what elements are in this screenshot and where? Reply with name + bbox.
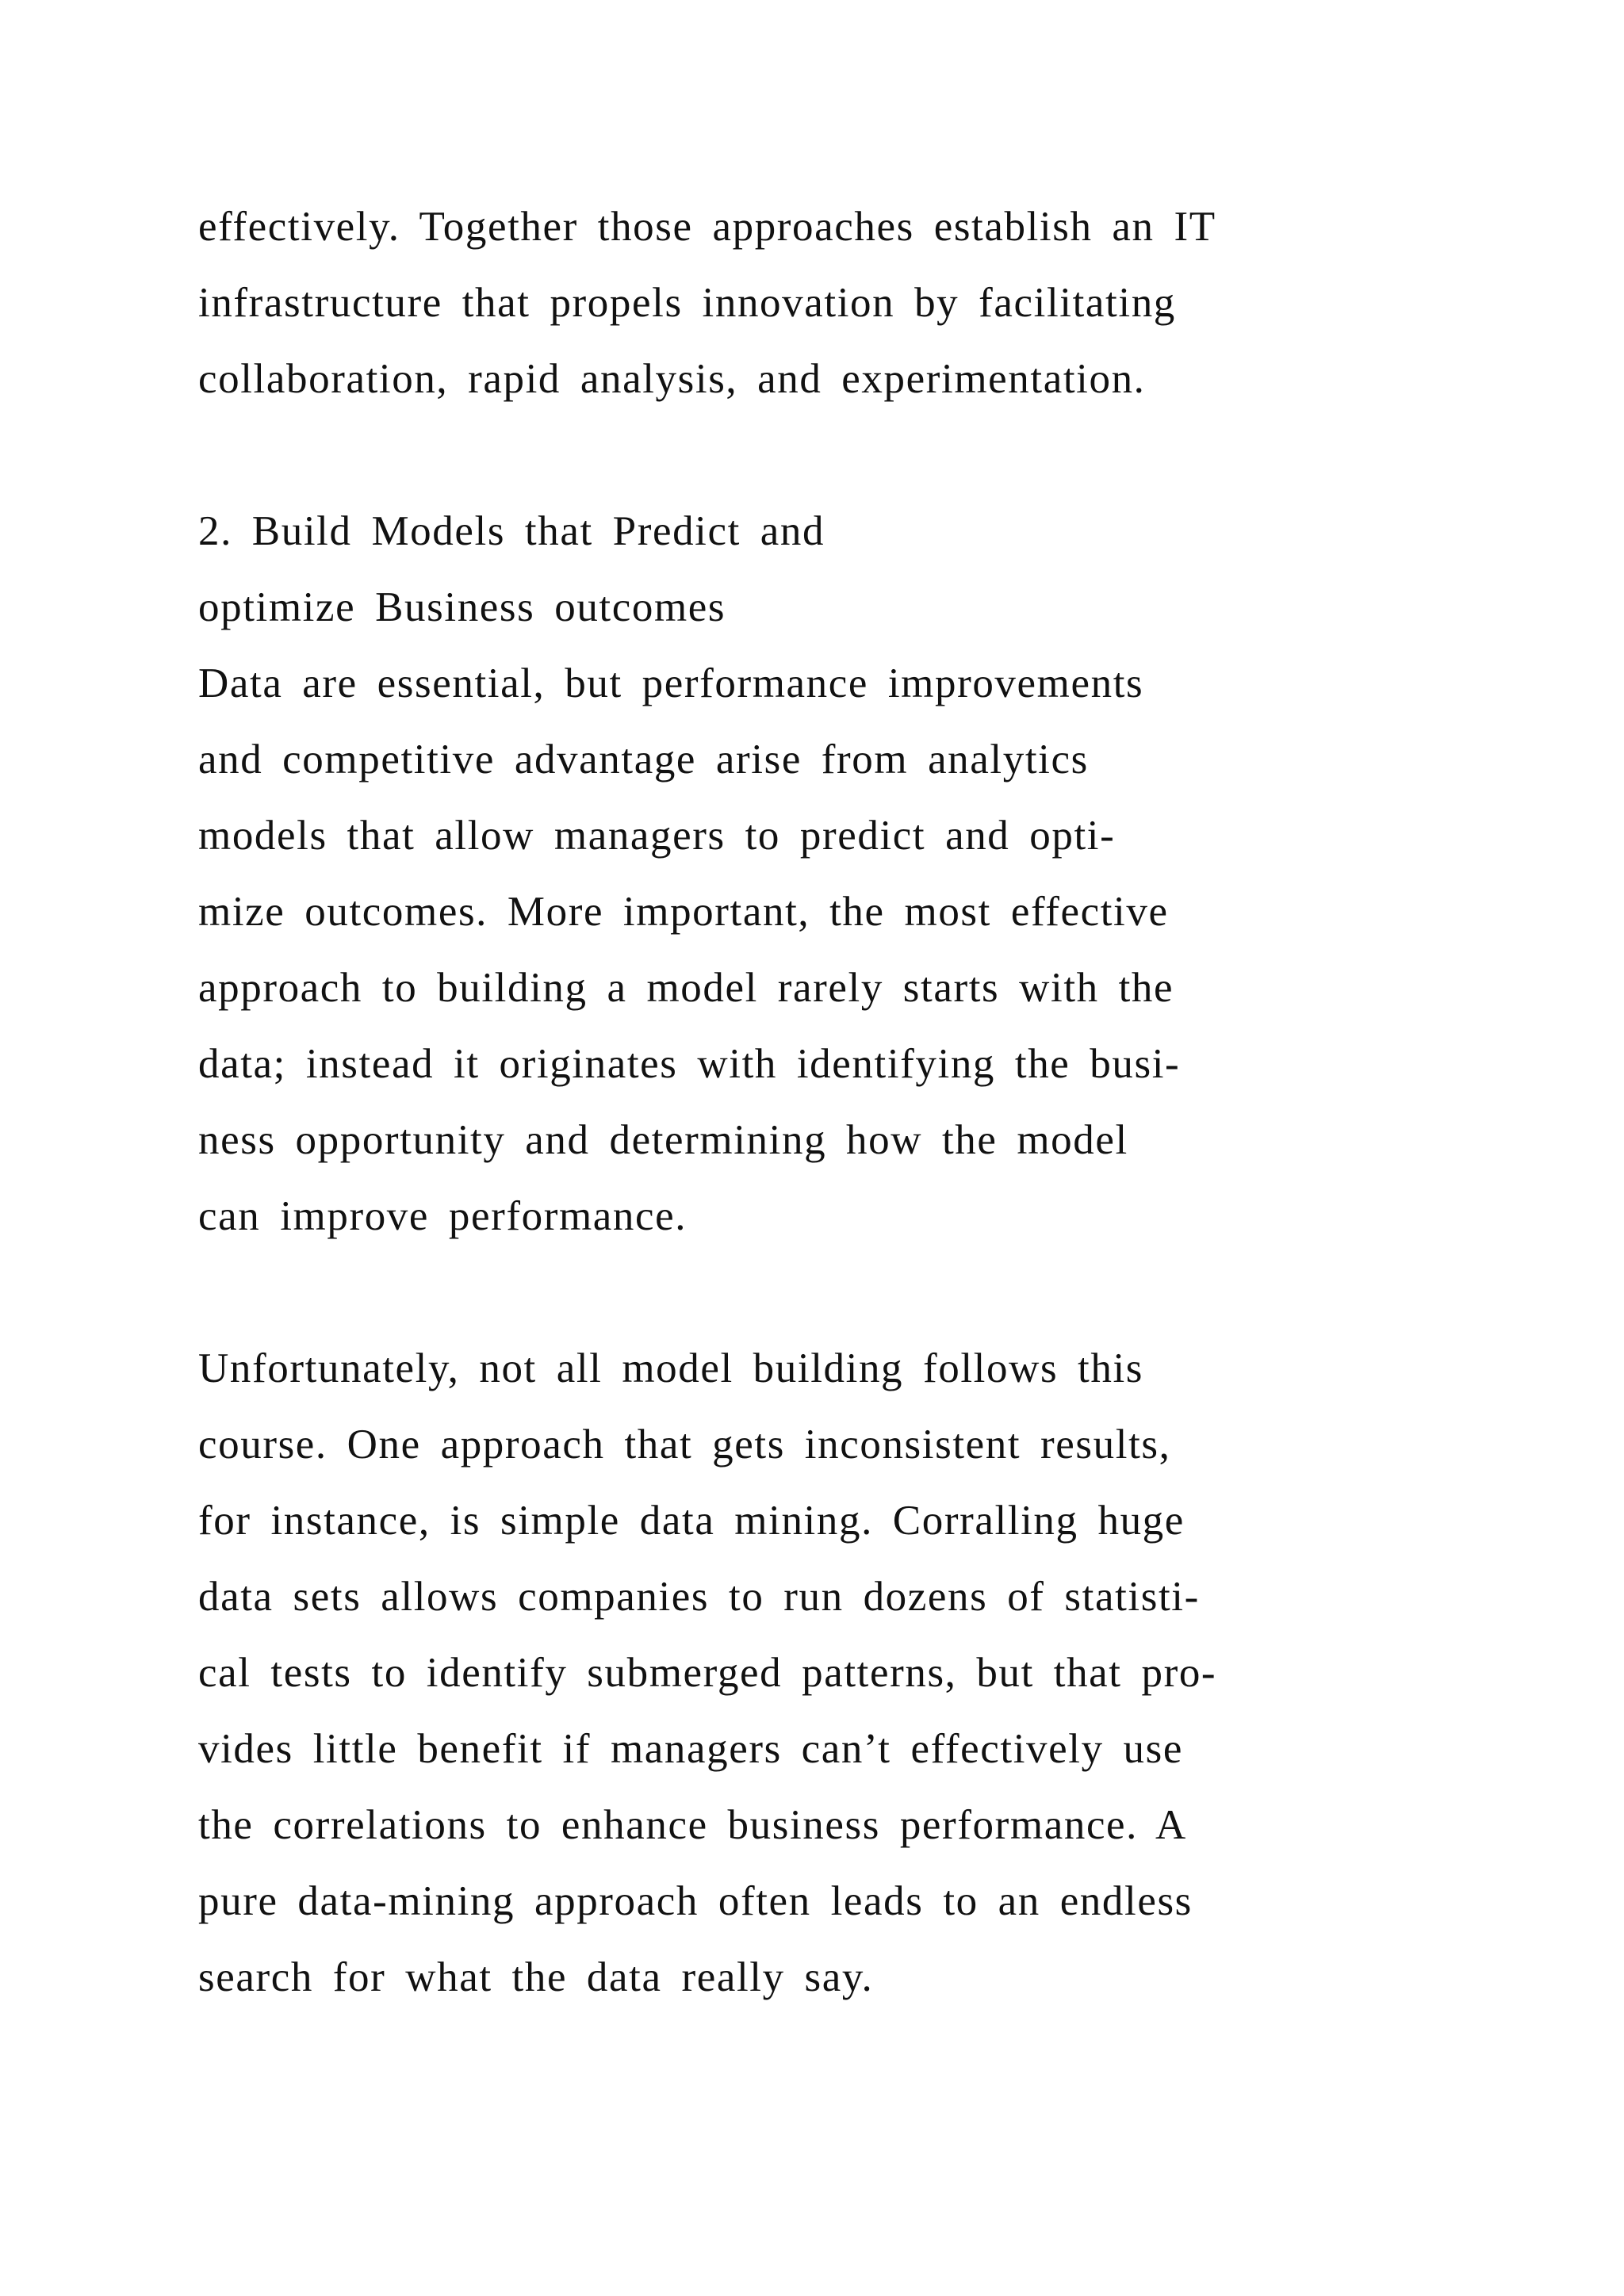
paragraph-intro <box>198 189 1507 417</box>
text-line: infrastructure that propels innovation by facilitating <box>198 280 1176 326</box>
text-line: approach to building a model rarely starts with the <box>198 965 1174 1011</box>
text-line: mize outcomes. More important, the most effective <box>198 889 1169 935</box>
text-line: the correlations to enhance business performance. A <box>198 1802 1187 1848</box>
paragraph-gap <box>198 417 1507 493</box>
section-heading-line: 2. Build Models that Predict and <box>198 508 825 554</box>
text-line: vides little benefit if managers can’t effectively use <box>198 1726 1183 1772</box>
paragraph-section-2 <box>198 493 1507 1254</box>
text-line: course. One approach that gets inconsistent results, <box>198 1422 1171 1468</box>
text-line: can improve performance. <box>198 1193 688 1239</box>
text-line: and competitive advantage arise from analytics <box>198 737 1089 783</box>
text-line: pure data-mining approach often leads to an endless <box>198 1878 1193 1924</box>
text-line: data; instead it originates with identifying the busi- <box>198 1041 1181 1087</box>
text-line: models that allow managers to predict and opti- <box>198 813 1116 859</box>
text-line: effectively. Together those approaches establish an IT <box>198 204 1216 250</box>
paragraph-gap <box>198 1254 1507 1330</box>
text-line: search for what the data really say. <box>198 1954 874 2000</box>
text-line: for instance, is simple data mining. Corralling huge <box>198 1498 1185 1544</box>
text-line: Unfortunately, not all model building follows this <box>198 1345 1144 1391</box>
text-line: ness opportunity and determining how the model <box>198 1117 1128 1163</box>
text-line: data sets allows companies to run dozens of statisti- <box>198 1574 1200 1620</box>
text-line: Data are essential, but performance improvements <box>198 660 1144 706</box>
text-line: cal tests to identify submerged patterns, but that pro- <box>198 1650 1217 1696</box>
body-text <box>198 189 1507 2015</box>
text-line: collaboration, rapid analysis, and experimentation. <box>198 356 1146 402</box>
section-heading-line: optimize Business outcomes <box>198 584 726 630</box>
paragraph-data-mining <box>198 1330 1507 2015</box>
